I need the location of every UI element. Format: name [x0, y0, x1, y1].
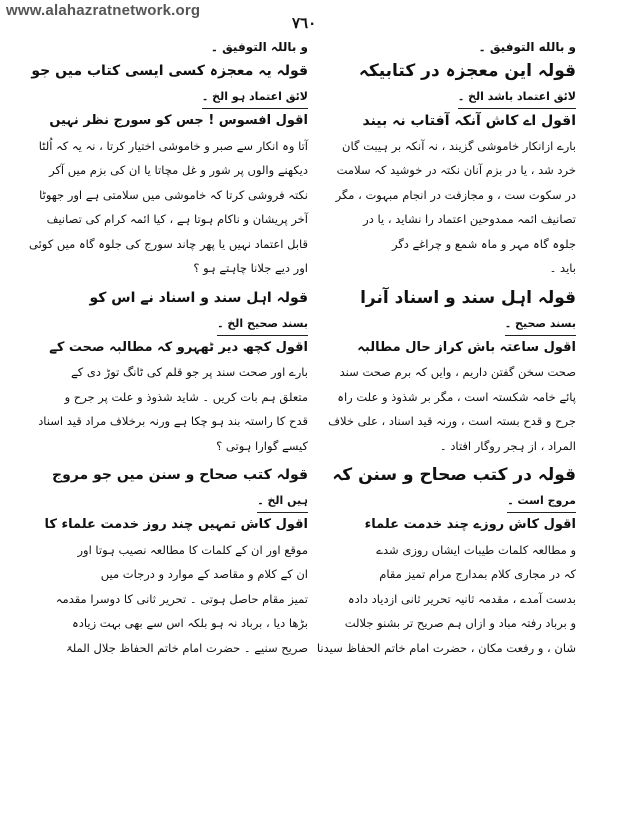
text-line: و برباد رفتہ مباد و ازاں ہم صریح تر بشنو جلالت	[344, 616, 576, 630]
text-line: صحت سخن گفتن داریم ، وایں کہ برم صحت سند	[339, 365, 576, 379]
text-line: باید ۔	[549, 261, 576, 275]
text-line: بارے ازانکار خاموشی گزیند ، نہ آنکہ بر ہیبت گان	[342, 138, 576, 153]
text-line: اقول کاش تمہیں چند روز خدمت علماء کا	[44, 517, 308, 532]
qual-subheading: لائق اعتماد ہو الخ ۔	[202, 87, 308, 109]
text-line: خرد شد ، یا در بزم آنان نکتہ در خوشید کہ سلامت	[336, 163, 576, 177]
text-line: اقول کچھ دیر ٹھہرو کہ مطالبہ صحت کے	[49, 339, 308, 355]
text-line: کہ در مجاری کلام بمدارج مرام تمیز مقام	[379, 567, 576, 581]
website-watermark: www.alahazratnetwork.org	[6, 2, 201, 19]
urdu-column	[29, 36, 308, 664]
text-line: اور دیے جلانا چاہتے ہو ؟	[193, 261, 308, 275]
paragraph	[316, 513, 576, 660]
text-line: آخر پریشان و ناکام ہوتا ہے ، کیا ائمہ کرام کی تصانیف	[46, 212, 308, 226]
text-line: جرح و قدح بستہ است ، ورنہ قید اسناد ، علی خلاف	[328, 414, 576, 428]
closing-phrase: و بالله التوفیق ۔	[478, 40, 576, 54]
page-number: ٧٦٠	[292, 14, 317, 32]
paragraph	[328, 336, 576, 459]
qual-heading: قولہ در کتب صحاح و سنن کہ	[332, 465, 576, 485]
text-line: دیکھنے والوں پر شور و غل مچاتا یا ان کی بزم میں آکر	[49, 163, 308, 177]
qual-subheading: ہیں الخ ۔	[257, 491, 308, 513]
paragraph	[328, 109, 576, 281]
text-line: قابل اعتماد نہیں یا پھر چاند سورج کی جلوہ گاہ میں کوئی	[29, 236, 308, 251]
text-line: شان ، و رفعت مکان ، حضرت امام خاتم الحفاظ سیدنا	[316, 640, 576, 655]
qual-heading: قولہ اہل سند و اسناد آنرا	[360, 287, 576, 308]
text-line: ان کے کلام و مقاصد کے موارد و درجات میں	[100, 567, 308, 581]
text-line: قدح کا راستہ بند ہو چکا ہے ورنہ برخلاف مراد قید اسناد	[38, 414, 308, 428]
persian-column	[316, 36, 576, 664]
text-line: صریح سنیے ۔ حضرت امام خاتم الحفاظ جلال الملۃ	[65, 640, 308, 655]
text-line: تمیز مقام حاصل ہوتی ۔ تحریر ثانی کا دوسرا مقدمہ	[55, 591, 308, 606]
paragraph	[29, 109, 308, 281]
text-line: بارے اور صحت سند پر جو قلم کی ٹانگ توڑ دی کے	[71, 365, 308, 379]
qual-subheading: مروج است ۔	[507, 491, 576, 513]
qual-subheading: بسند صحیح الخ ۔	[217, 314, 308, 336]
paragraph	[44, 513, 308, 660]
text-line: بدست آمدے ، مقدمہ ثانیہ تحریر ثانی ازدیاد دادہ	[347, 591, 576, 606]
text-line: کیسے گوارا ہوتی ؟	[216, 438, 308, 453]
qual-heading: قولہ یہ معجزہ کسی ایسی کتاب میں جو	[31, 63, 308, 79]
text-line: و مطالعہ کلمات طیبات ایشاں روزی شدے	[376, 542, 576, 557]
text-line: آتا وہ انکار سے صبر و خاموشی اختیار کرتا ، نہ یہ کہ اُلٹا	[38, 138, 308, 153]
text-line: نکتہ فروشی کرتا کہ خاموشی میں سلامتی ہے اور جھوٹا	[39, 187, 308, 202]
qual-heading: قولہ اہل سند و اسناد نے اس کو	[89, 289, 308, 306]
text-line: در سکوت ست ، و مجازفت در انجام مبہوت ، مگر	[335, 187, 576, 202]
text-line: جلوہ گاہ مہر و ماہ شمع و چراغے دگر	[391, 236, 576, 251]
qual-subheading: بسند صحیح ۔	[505, 314, 576, 336]
text-line: موقع اور ان کے کلمات کا مطالعہ نصیب ہوتا اور	[77, 542, 308, 557]
text-line: المراد ، از ہجر روگار افتاد ۔	[439, 438, 576, 453]
text-line: اقول کاش روزے چند خدمت علماء	[364, 517, 576, 532]
text-line: پائے خامہ شکستہ است ، مگر بر شذوذ و علت راہ	[337, 389, 576, 404]
qual-heading: قولہ این معجزہ در کتابیکہ	[358, 61, 576, 81]
text-line: تصانیف ائمہ ممدوحین اعتماد را نشاید ، یا در	[363, 212, 576, 226]
text-line: بڑھا دیا ، برباد نہ ہو بلکہ اس سے بھی بہت زیادہ	[72, 616, 308, 630]
text-line: اقول اے کاش آنکہ آفتاب نہ بیند	[362, 113, 576, 129]
paragraph	[38, 336, 308, 459]
closing-phrase: و باللہ التوفیق ۔	[210, 40, 308, 54]
qual-heading: قولہ کتب صحاح و سنن میں جو مروج	[52, 467, 308, 483]
text-line: متعلق ہم بات کریں ۔ شاید شذوذ و علت پر جرح و	[64, 389, 308, 404]
qual-subheading: لائق اعتماد باشد الخ ۔	[458, 87, 576, 109]
text-line: اقول افسوس ! جس کو سورج نظر نہیں	[49, 113, 308, 128]
text-line: اقول ساعتہ باش کراز حال مطالبہ	[357, 339, 576, 355]
